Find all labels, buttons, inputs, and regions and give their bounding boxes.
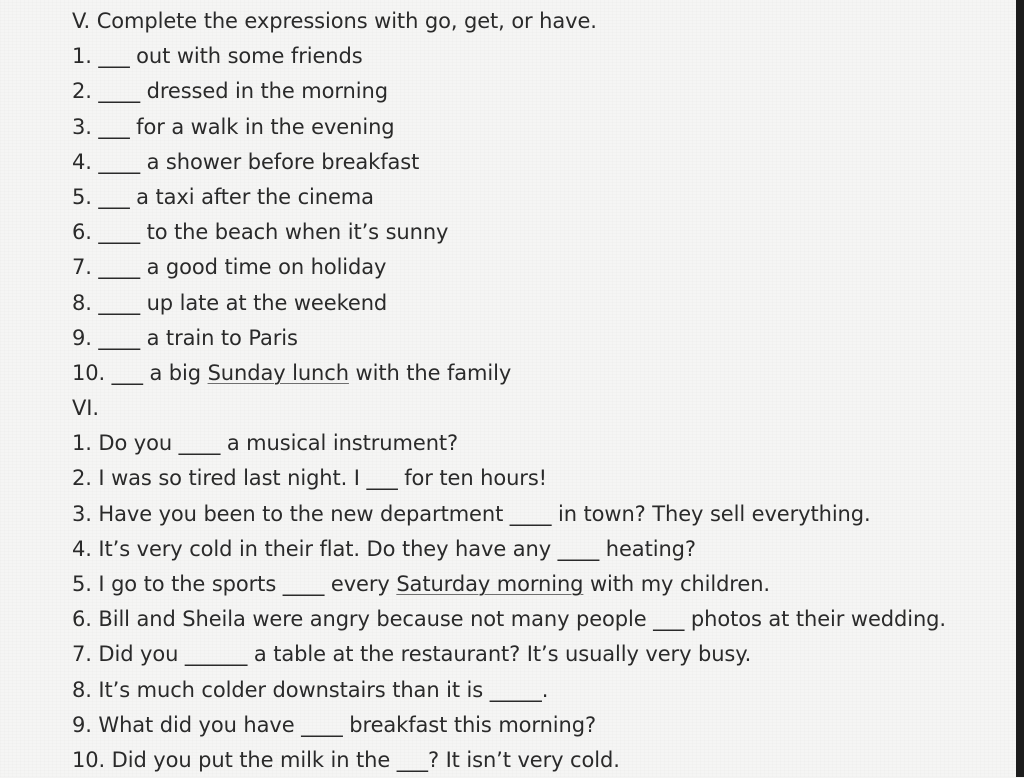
- section-5-item-5: 5. ___ a taxi after the cinema: [72, 184, 374, 209]
- underlined-phrase: Saturday morning: [396, 572, 584, 596]
- section-5-item-3: 3. ___ for a walk in the evening: [72, 114, 395, 139]
- item-text: 10. ___ a big: [72, 360, 208, 385]
- item-text: 5. I go to the sports ____ every: [72, 572, 397, 596]
- section-5-item-1: 1. ___ out with some friends: [72, 44, 363, 69]
- section-5-item-7: 7. ____ a good time on holiday: [72, 255, 387, 280]
- section-6-item-4: 4. It’s very cold in their flat. Do they have any ____ heating?: [72, 536, 696, 561]
- section-5-item-10: [72, 356, 1012, 391]
- section-5-heading: V. Complete the expressions with go, get, or have.: [72, 9, 597, 33]
- item-text: with my children.: [583, 572, 770, 596]
- section-6-item-10: 10. Did you put the milk in the ___? It isn’t very cold.: [72, 747, 620, 772]
- underlined-phrase: Sunday lunch: [207, 360, 349, 385]
- section-5-item-2: 2. ____ dressed in the morning: [72, 79, 388, 104]
- section-5-item-6: 6. ____ to the beach when it’s sunny: [72, 220, 449, 245]
- item-text: with the family: [348, 360, 512, 385]
- section-6-item-8: 8. It’s much colder downstairs than it is _____.: [72, 677, 549, 702]
- section-6-item-7: 7. Did you ______ a table at the restaurant? It’s usually very busy.: [72, 642, 752, 667]
- page-edge-border: [1016, 0, 1024, 777]
- section-5-item-9: 9. ____ a train to Paris: [72, 325, 298, 350]
- worksheet-content: [72, 4, 1012, 778]
- section-6-item-6: 6. Bill and Sheila were angry because not many people ___ photos at their wedding.: [72, 607, 946, 632]
- section-6-heading: VI.: [72, 396, 99, 421]
- section-6-item-9: 9. What did you have ____ breakfast this morning?: [72, 712, 597, 737]
- section-5-item-4: 4. ____ a shower before breakfast: [72, 149, 420, 174]
- section-6-item-5: [72, 567, 1012, 602]
- section-6-item-2: 2. I was so tired last night. I ___ for ten hours!: [72, 466, 547, 491]
- section-6-item-1: 1. Do you ____ a musical instrument?: [72, 431, 459, 456]
- section-6-item-3: 3. Have you been to the new department ____ in town? They sell everything.: [72, 501, 871, 526]
- section-5-item-8: 8. ____ up late at the weekend: [72, 290, 388, 315]
